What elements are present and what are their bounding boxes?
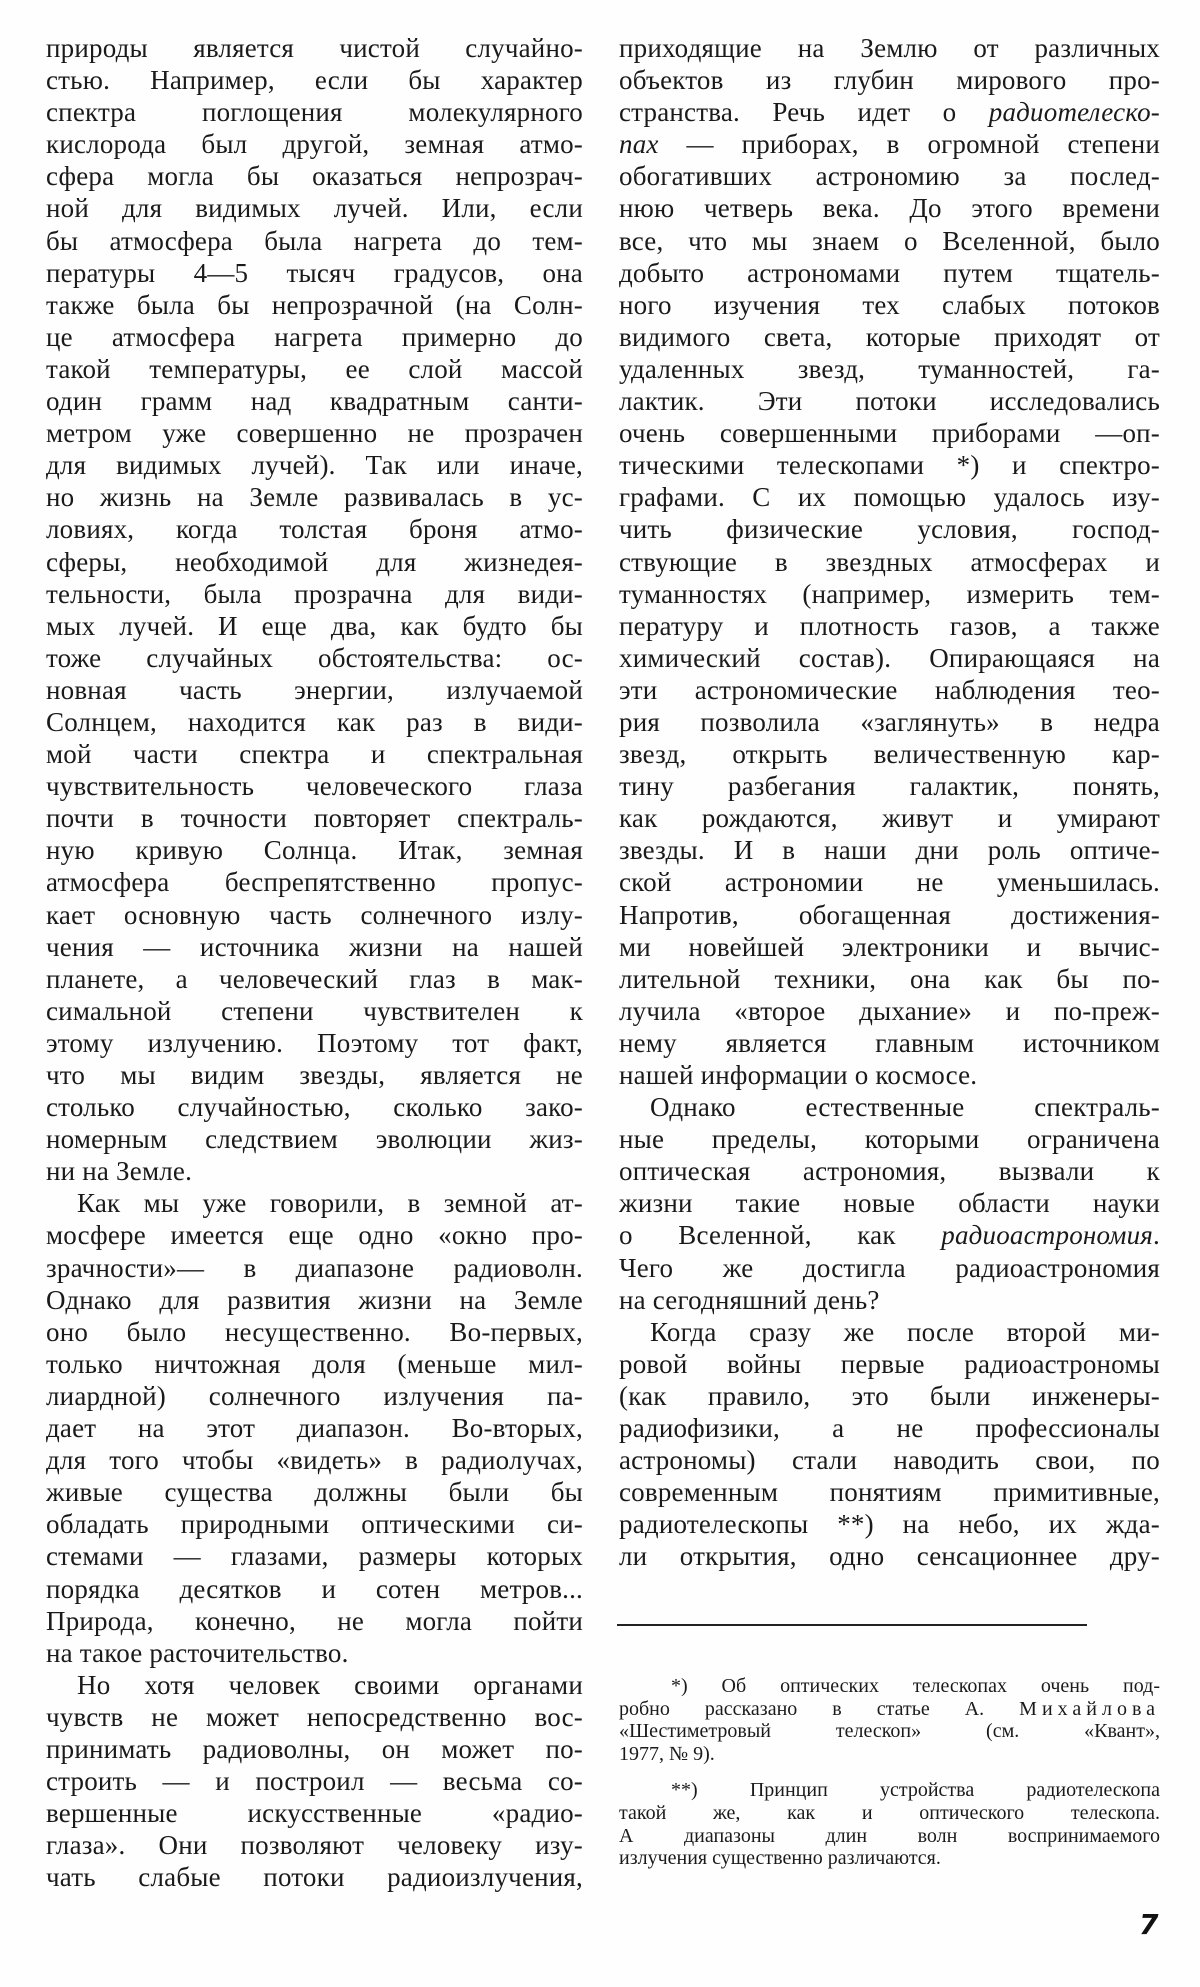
text-line: ли открытия, одно сенсационнее дру- xyxy=(619,1541,1160,1572)
text-line: новная часть энергии, излучаемой xyxy=(46,674,583,705)
text-line: мосфере имеется еще одно «окно про- xyxy=(46,1220,583,1251)
text-line: на такое расточительство. xyxy=(46,1637,349,1668)
text-line: тоже случайных обстоятельства: ос- xyxy=(46,642,583,673)
text-line: почти в точности повторяет спектраль- xyxy=(46,803,583,834)
text-line: звезд, открыть величественную кар- xyxy=(619,739,1160,770)
text-line: радиотелескопы **) на небо, их жда- xyxy=(619,1509,1160,1540)
page-number: 7 xyxy=(1139,1908,1159,1941)
text-line: лактик. Эти потоки исследовались xyxy=(619,386,1160,417)
text-line: лительной техники, она как бы по- xyxy=(619,963,1160,994)
text-line: один грамм над квадратным санти- xyxy=(46,386,583,417)
text-line: **) Принцип устройства радиотелескопа xyxy=(671,1779,1160,1802)
text-line: мых лучей. И еще два, как будто бы xyxy=(46,610,583,641)
text-line: ного изучения тех слабых потоков xyxy=(619,289,1160,320)
text-line: *) Об оптических телескопах очень под- xyxy=(671,1675,1160,1697)
text-line: что мы видим звезды, является не xyxy=(46,1060,583,1090)
text-line: Когда сразу же после второй ми- xyxy=(650,1316,1160,1347)
text-run: странства. Речь идет о xyxy=(619,97,989,128)
text-line: звезды. И в наши дни роль оптиче- xyxy=(619,835,1160,866)
text-line: стью. Например, если бы характер xyxy=(46,65,583,96)
text-line: только ничтожная доля (меньше мил- xyxy=(46,1348,583,1379)
text-run: о Вселенной, как xyxy=(619,1220,942,1251)
text-line xyxy=(619,96,1160,128)
text-line: на сегодняшний день? xyxy=(619,1284,880,1315)
text-line: симальной степени чувствителен к xyxy=(46,995,583,1026)
text-line: спектра поглощения молекулярного xyxy=(46,97,583,128)
footnote xyxy=(619,1779,1160,1869)
text-line: также была бы непрозрачной (на Солн- xyxy=(46,289,583,320)
text-line: чувствительность человеческого глаза xyxy=(46,771,583,802)
text-line: такой же, как и оптического телескопа. xyxy=(619,1801,1160,1824)
text-line: стемами — глазами, размеры которых xyxy=(46,1541,583,1572)
footnote-gap xyxy=(619,1765,1160,1779)
text-line: Однако естественные спектраль- xyxy=(650,1092,1160,1123)
text-line: планете, а человеческий глаз в мак- xyxy=(46,963,583,994)
text-line: добыто астрономами путем тщатель- xyxy=(619,257,1160,288)
text-line: (как правило, это были инженеры- xyxy=(619,1380,1160,1411)
text-line: строить — и построил — весьма со- xyxy=(46,1766,583,1797)
text-line: радиофизики, а не профессионалы xyxy=(619,1413,1160,1444)
text-line: объектов из глубин мирового про- xyxy=(619,65,1160,96)
text-line: оно было несущественно. Во-первых, xyxy=(46,1316,583,1347)
text-line: нюю четверь века. До этого времени xyxy=(619,193,1160,224)
text-line: мой части спектра и спектральная xyxy=(46,739,583,770)
text-line: вершенные искусственные «радио- xyxy=(46,1798,583,1829)
text-line: рия позволила «заглянуть» в недра xyxy=(619,706,1160,737)
text-line: Напротив, обогащенная достижения- xyxy=(619,899,1160,930)
text-run: робно рассказано в статье А. xyxy=(619,1697,1020,1720)
text-line: очень совершенными приборами —оп- xyxy=(619,418,1160,449)
text-line: как рождаются, живут и умирают xyxy=(619,803,1160,834)
text-line: живые существа должны были бы xyxy=(46,1477,583,1508)
text-run: . xyxy=(1153,1220,1160,1251)
text-line: порядка десятков и сотен метров... xyxy=(46,1573,583,1604)
text-line: чувств не может непосредственно вос- xyxy=(46,1701,583,1732)
text-line: чения — источника жизни на нашей xyxy=(46,931,583,962)
footnotes-block xyxy=(619,1675,1160,1870)
text-line: сферы, необходимой для жизнедея- xyxy=(46,546,583,577)
text-run: — приборах, в огромной степени xyxy=(658,129,1160,160)
text-line: Природа, конечно, не могла пойти xyxy=(46,1605,583,1636)
text-line: Чего же достигла радиоастрономия xyxy=(619,1252,1160,1283)
text-line: лиардной) солнечного излучения па- xyxy=(46,1380,583,1411)
text-line: Солнцем, находится как раз в види- xyxy=(46,706,583,737)
text-line: обладать природными оптическими си- xyxy=(46,1509,583,1540)
left-text-column xyxy=(46,32,583,1893)
text-line xyxy=(619,128,1160,160)
text-line: принимать радиоволны, он может по- xyxy=(46,1733,583,1764)
text-line: ствующие в звездных атмосферах и xyxy=(619,546,1160,577)
text-line: ми новейшей электроники и вычис- xyxy=(619,931,1160,962)
text-line: для того чтобы «видеть» в радиолучах, xyxy=(46,1445,583,1476)
text-line: дает на этот диапазон. Во-вторых, xyxy=(46,1413,583,1444)
text-line: ровой войны первые радиоастрономы xyxy=(619,1348,1160,1379)
text-line: ловиях, когда толстая броня атмо- xyxy=(46,514,583,545)
text-line: це атмосфера нагрета примерно до xyxy=(46,321,583,352)
text-line: атмосфера беспрепятственно пропус- xyxy=(46,867,583,898)
text-line: А диапазоны длин волн воспринимаемого xyxy=(619,1824,1160,1847)
text-line: обогативших астрономию за послед- xyxy=(619,161,1160,192)
text-line: номерным следствием эволюции жиз- xyxy=(46,1124,583,1155)
text-line: но жизнь на Земле развивалась в ус- xyxy=(46,482,583,513)
text-line: все, что мы знаем о Вселенной, было xyxy=(619,225,1160,256)
text-line: Но хотя человек своими органами xyxy=(77,1669,583,1700)
text-line: природы является чистой случайно- xyxy=(46,33,583,63)
text-line: метром уже совершенно не прозрачен xyxy=(46,418,583,449)
text-line: Как мы уже говорили, в земной ат- xyxy=(77,1188,583,1219)
text-line: тельности, была прозрачна для види- xyxy=(46,578,583,609)
text-line: сфера могла бы оказаться непрозрач- xyxy=(46,161,583,192)
text-line: химический состав). Опирающаяся на xyxy=(619,642,1160,673)
text-line: приходящие на Землю от различных xyxy=(619,33,1160,63)
text-line: зрачности»— в диапазоне радиоволн. xyxy=(46,1252,583,1283)
text-line: эти астрономические наблюдения тео- xyxy=(619,674,1160,705)
italic-term: пах xyxy=(619,129,659,160)
text-line: чать слабые потоки радиоизлучения, xyxy=(46,1862,583,1893)
text-line: тическими телескопами *) и спектро- xyxy=(619,450,1160,481)
text-line: «Шестиметровый телескоп» (см. «Квант», xyxy=(619,1720,1160,1743)
text-line: ные пределы, которыми ограничена xyxy=(619,1124,1160,1155)
text-line: пературу и плотность газов, а также xyxy=(619,610,1160,641)
text-line: тину разбегания галактик, понять, xyxy=(619,771,1160,802)
text-line: лучила «второе дыхание» и по-преж- xyxy=(619,995,1160,1026)
text-line: графами. С их помощью удалось изу- xyxy=(619,482,1160,513)
text-line: Однако для развития жизни на Земле xyxy=(46,1284,583,1315)
text-line: чить физические условия, господ- xyxy=(619,514,1160,545)
footnote-separator-rule xyxy=(617,1624,1087,1626)
text-line xyxy=(619,1698,1160,1721)
footnote xyxy=(619,1675,1160,1765)
text-line: этому излучению. Поэтому тот факт, xyxy=(46,1027,583,1058)
text-line: столько случайностью, сколько зако- xyxy=(46,1092,583,1123)
text-line: нашей информации о космосе. xyxy=(619,1060,978,1090)
text-line: астрономы) стали наводить свои, по xyxy=(619,1445,1160,1476)
text-line xyxy=(619,1219,1160,1251)
author-name: Михайлова xyxy=(1019,1697,1160,1720)
text-line: туманностях (например, измерить тем- xyxy=(619,578,1160,609)
text-line: ни на Земле. xyxy=(46,1156,193,1187)
text-line: ной для видимых лучей. Или, если xyxy=(46,193,583,224)
text-line: ской астрономии не уменьшилась. xyxy=(619,867,1160,898)
right-text-column xyxy=(619,32,1160,1573)
text-line: 1977, № 9). xyxy=(619,1742,715,1765)
text-line: кает основную часть солнечного излу- xyxy=(46,899,583,930)
text-line: глаза». Они позволяют человеку изу- xyxy=(46,1830,583,1861)
text-line: оптическая астрономия, вызвали к xyxy=(619,1156,1160,1187)
italic-term: радиоастрономия xyxy=(941,1220,1154,1251)
text-line: бы атмосфера была нагрета до тем- xyxy=(46,225,583,256)
text-line: жизни такие новые области науки xyxy=(619,1188,1160,1219)
text-line: кислорода был другой, земная атмо- xyxy=(46,129,583,160)
text-line: ную кривую Солнца. Итак, земная xyxy=(46,835,583,866)
italic-term: радиотелеско- xyxy=(988,97,1160,128)
text-line: для видимых лучей). Так или иначе, xyxy=(46,450,583,481)
text-line: излучения существенно различаются. xyxy=(619,1847,941,1870)
text-line: нему является главным источником xyxy=(619,1027,1160,1058)
text-line: удаленных звезд, туманностей, га- xyxy=(619,353,1160,384)
text-line: современным понятиям примитивные, xyxy=(619,1477,1160,1508)
text-line: такой температуры, ее слой массой xyxy=(46,353,583,384)
text-line: пературы 4—5 тысяч градусов, она xyxy=(46,257,583,288)
text-line: видимого света, которые приходят от xyxy=(619,321,1160,352)
